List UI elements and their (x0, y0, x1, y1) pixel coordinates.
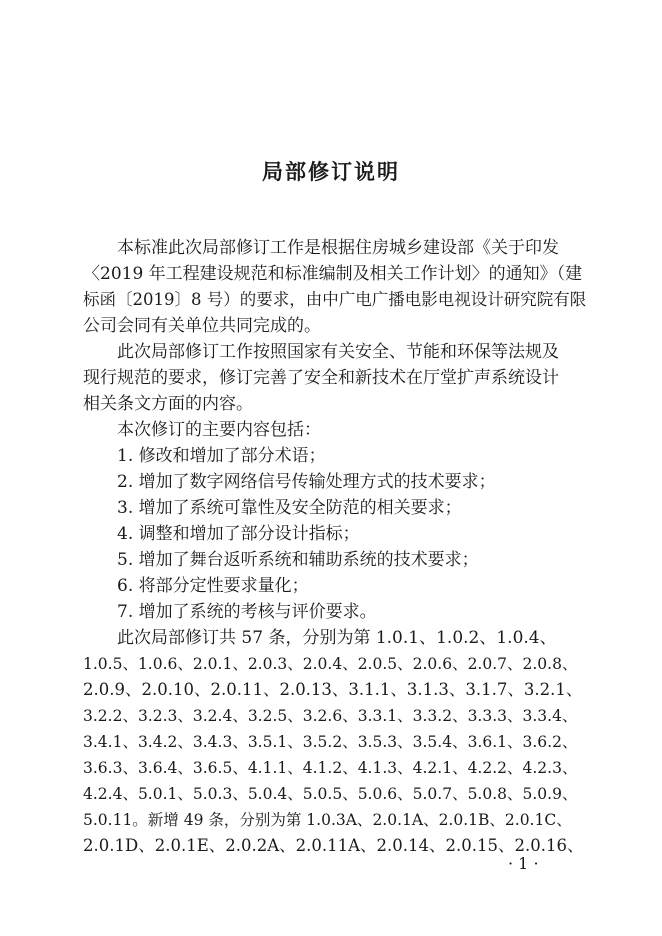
list-item: 7. 增加了系统的考核与评价要求。 (117, 602, 377, 622)
paragraph-line: 3.6.3、3.6.4、3.6.5、4.1.1、4.1.2、4.1.3、4.2.1、4.2.2、4.2.3、 (83, 759, 578, 777)
paragraph-line: 相关条文方面的内容。 (83, 394, 253, 414)
paragraph-line: 标函〔2019〕8 号）的要求，由中广电广播电影电视设计研究院有限 (83, 290, 587, 309)
paragraph-line: 5.0.11。新增 49 条，分别为第 1.0.3A、2.0.1A、2.0.1B、2.0.1C、 (83, 811, 572, 829)
paragraph-line: 现行规范的要求，修订完善了安全和新技术在厅堂扩声系统设计 (83, 368, 559, 388)
list-item: 6. 将部分定性要求量化； (117, 576, 309, 596)
paragraph-line: 3.2.2、3.2.3、3.2.4、3.2.5、3.2.6、3.3.1、3.3.2、3.3.3、3.3.4、 (83, 707, 578, 725)
list-item: 5. 增加了舞台返听系统和辅助系统的技术要求； (117, 550, 479, 570)
page-title: 局部修订说明 (262, 160, 400, 184)
paragraph-line: 3.4.1、3.4.2、3.4.3、3.5.1、3.5.2、3.5.3、3.5.4、3.6.1、3.6.2、 (83, 733, 578, 751)
list-item: 4. 调整和增加了部分设计指标； (117, 524, 360, 544)
page-number: · 1 · (508, 854, 539, 873)
paragraph-line: 此次局部修订共 57 条，分别为第 1.0.1、1.0.2、1.0.4、 (117, 628, 557, 648)
paragraph-line: 本标准此次局部修订工作是根据住房城乡建设部《关于印发 (117, 238, 559, 258)
paragraph-line: 2.0.1D、2.0.1E、2.0.2A、2.0.11A、2.0.14、2.0.15、2.0.16、 (83, 836, 584, 855)
list-item: 1. 修改和增加了部分术语； (117, 446, 326, 466)
paragraph-line: 此次局部修订工作按照国家有关安全、节能和环保等法规及 (117, 342, 559, 362)
paragraph-line: 1.0.5、1.0.6、2.0.1、2.0.3、2.0.4、2.0.5、2.0.6、2.0.7、2.0.8、 (83, 655, 578, 673)
paragraph-line: 4.2.4、5.0.1、5.0.3、5.0.4、5.0.5、5.0.6、5.0.7、5.0.8、5.0.9、 (83, 785, 578, 803)
paragraph-line: 〈2019 年工程建设规范和标准编制及相关工作计划〉的通知》（建 (83, 264, 583, 284)
list-item: 3. 增加了系统可靠性及安全防范的相关要求； (117, 498, 462, 518)
paragraph-line: 本次修订的主要内容包括： (117, 420, 321, 440)
paragraph-line: 2.0.9、2.0.10、2.0.11、2.0.13、3.1.1、3.1.3、3.1.7、3.2.1、 (83, 680, 583, 699)
list-item: 2. 增加了数字网络信号传输处理方式的技术要求； (117, 472, 496, 492)
paragraph-line: 公司会同有关单位共同完成的。 (83, 316, 321, 336)
